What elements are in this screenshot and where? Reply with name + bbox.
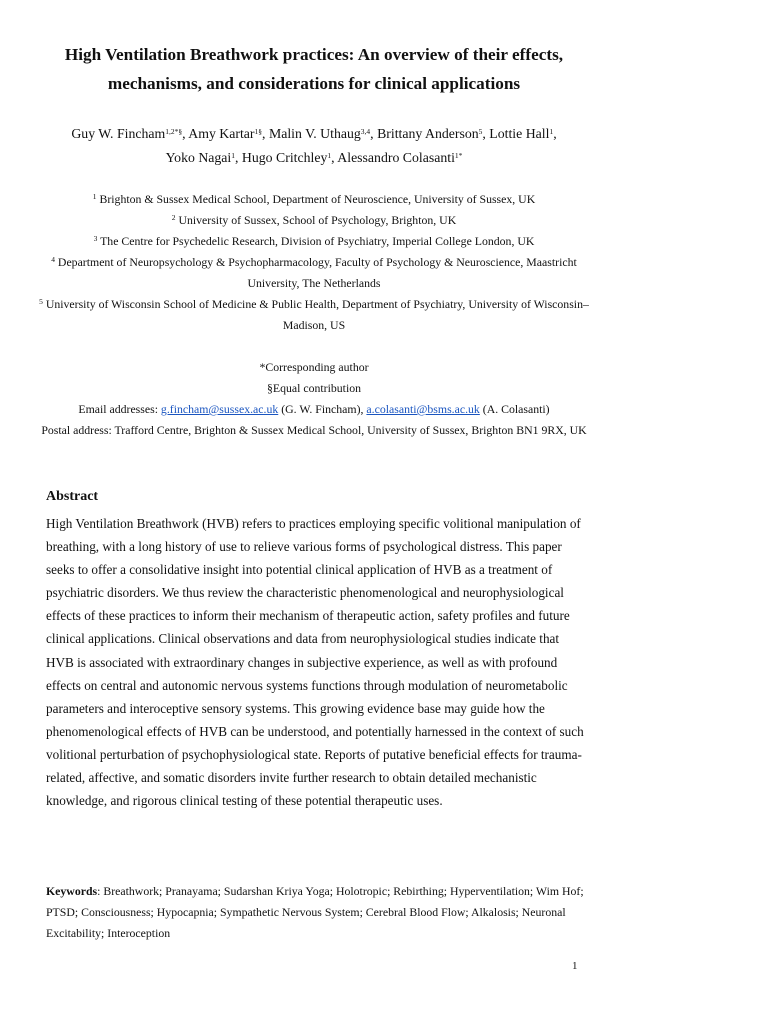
affiliation: $^1$ Brighton & Sussex Medical School, Department of Neuroscience, University of Sussex, UK (92, 191, 536, 206)
author: Yoko Nagai$^1$, (165, 150, 242, 165)
email-owner: (G. W. Fincham), (278, 402, 367, 416)
affiliation: $^3$ The Centre for Psychedelic Research, Division of Psychiatry, Imperial College London, UK (93, 233, 535, 248)
email-link-fincham[interactable]: g.fincham@sussex.ac.uk (160, 402, 279, 416)
keywords (46, 881, 588, 944)
author: Alessandro Colasanti$^{1*}$ (337, 150, 463, 165)
affiliation: $^4$ Department of Neuropsychology & Psychopharmacology, Faculty of Psychology & Neuroscience, Maastricht University, The Netherlands (51, 254, 577, 290)
author: Hugo Critchley$^1$, (241, 150, 338, 165)
affiliation: $^2$ University of Sussex, School of Psychology, Brighton, UK (171, 212, 457, 227)
author: Lottie Hall$^1$, (489, 126, 557, 141)
email-label: Email addresses: (78, 402, 161, 416)
title-line-1: High Ventilation Breathwork practices: An overview of their effects, (64, 45, 564, 64)
correspondence-block (30, 357, 598, 441)
paper-title (30, 40, 598, 98)
affiliation: $^5$ University of Wisconsin School of Medicine & Public Health, Department of Psychiatry, University of Wisconsin–Madison, US (39, 296, 589, 332)
author-list (30, 122, 598, 170)
email-owner: (A. Colasanti) (479, 402, 550, 416)
equal-contribution-note: §Equal contribution (266, 381, 362, 395)
author-line-1 (30, 122, 598, 146)
page-number: 1 (572, 960, 578, 972)
abstract-heading: Abstract (46, 489, 99, 504)
keywords-list: : Breathwork; Pranayama; Sudarshan Kriya Yoga; Holotropic; Rebirthing; Hyperventilation; Wim Hof; PTSD; Consciousness; Hypocapnia; Sympathetic Nervous System; Cerebral Blood Flow; Alkalosis; Neuronal Excitability; Interoception (46, 884, 584, 940)
affiliation-list (30, 189, 598, 336)
author: Amy Kartar$^{1\S}$, (188, 126, 269, 141)
keywords-label: Keywords (46, 884, 98, 898)
postal-address: Postal address: Trafford Centre, Brighton & Sussex Medical School, University of Sussex, Brighton BN1 9RX, UK (41, 423, 587, 437)
email-line (30, 399, 598, 420)
author: Guy W. Fincham$^{1,2*\S}$, (71, 126, 189, 141)
abstract-text: High Ventilation Breathwork (HVB) refers to practices employing specific volitional manipulation of breathing, with a long history of use to relieve various forms of psychological distress. This paper seeks to offer a consolidative insight into potential clinical application of HVB as a treatment of psychiatric disorders. We thus review the characteristic phenomenological and neurophysiological effects of these practices to inform their mechanism of therapeutic action, safety profiles and future clinical applications. Clinical observations and data from neurophysiological studies indicate that HVB is associated with extraordinary changes in subjective experience, as well as with profound effects on central and autonomic nervous systems functions through modulation of neurometabolic parameters and interoceptive sensory systems. This growing evidence base may guide how the phenomenological effects of HVB can be understood, and potentially harnessed in the context of such volitional perturbation of psychophysiological state. Reports of putative beneficial effects for trauma-related, affective, and somatic disorders invite further research to obtain detailed mechanistic knowledge, and rigorous clinical testing of these potential therapeutic uses. (46, 516, 584, 809)
title-line-2: mechanisms, and considerations for clinical applications (107, 74, 521, 93)
email-link-colasanti[interactable]: a.colasanti@bsms.ac.uk (366, 402, 480, 416)
author: Brittany Anderson$^5$, (377, 126, 490, 141)
corresponding-author-note: *Corresponding author (259, 360, 369, 374)
author-line-2 (30, 146, 598, 170)
author: Malin V. Uthaug$^{3,4}$, (268, 126, 378, 141)
